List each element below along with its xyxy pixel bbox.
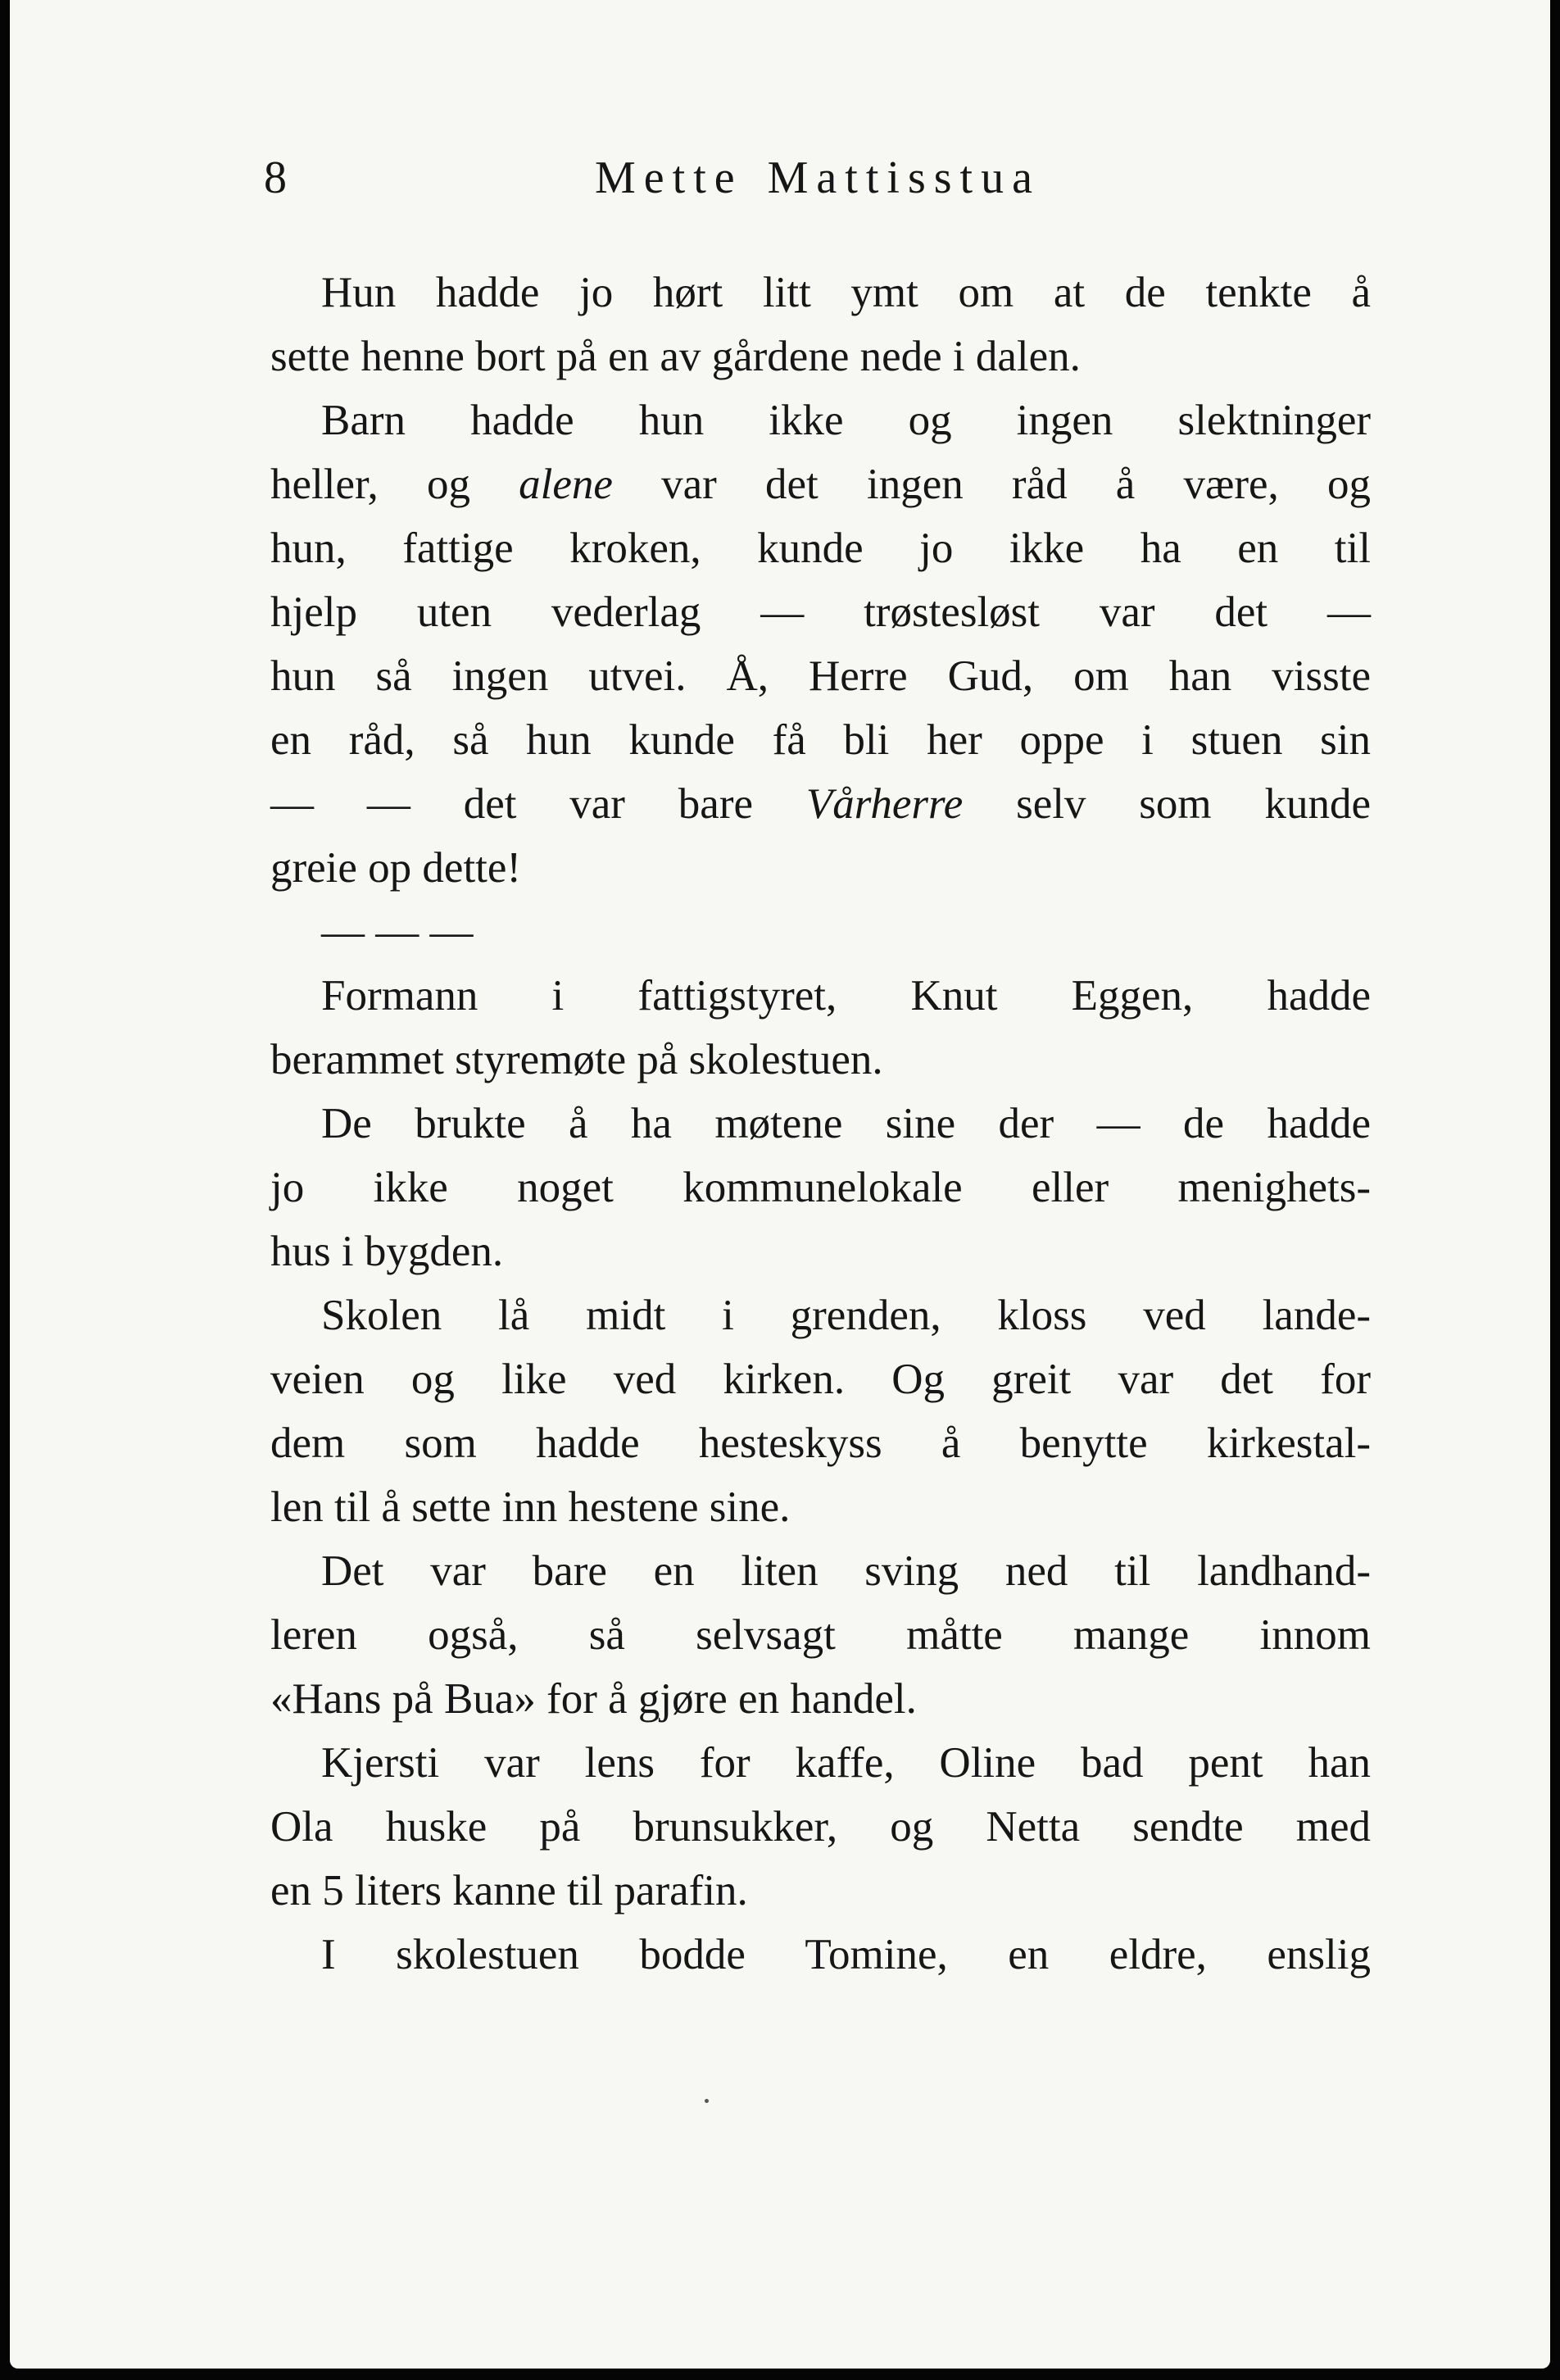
text-line: Skolen lå midt i grenden, kloss ved lande- [321, 1292, 1371, 1339]
text-line: hun, fattige kroken, kunde jo ikke ha en til [270, 525, 1371, 572]
text-line: len til å sette inn hestene sine. [270, 1483, 791, 1531]
text-line: «Hans på Bua» for å gjøre en handel. [270, 1675, 917, 1723]
text-line: en råd, så hun kunde få bli her oppe i stuen sin [270, 716, 1371, 764]
italic-word: Vårherre [805, 780, 964, 828]
text-fragment: selv som kunde [963, 780, 1371, 828]
text-line: jo ikke noget kommunelokale eller menighets- [270, 1164, 1371, 1211]
text-fragment: var det ingen råd å være, og [612, 461, 1371, 508]
page-number: 8 [264, 152, 288, 203]
book-page [10, 0, 1550, 2369]
text-line: Hun hadde jo hørt litt ymt om at de tenkte å [321, 269, 1371, 316]
text-line: leren også, så selvsagt måtte mange innom [270, 1611, 1371, 1659]
text-line: I skolestuen bodde Tomine, en eldre, enslig [321, 1931, 1371, 1978]
text-line: Ola huske på brunsukker, og Netta sendte med [270, 1803, 1371, 1851]
text-line: Det var bare en liten sving ned til landhand- [321, 1547, 1371, 1595]
text-line: sette henne bort på en av gårdene nede i dalen. [270, 333, 1081, 380]
text-line: De brukte å ha møtene sine der — de hadde [321, 1100, 1371, 1147]
text-line [270, 772, 1371, 836]
text-line: hjelp uten vederlag — trøstesløst var det — [270, 588, 1371, 636]
running-title: Mette Mattisstua [595, 152, 1041, 203]
body-text [270, 261, 1371, 1987]
text-line: Kjersti var lens for kaffe, Oline bad pent han [321, 1739, 1371, 1787]
text-line: hus i bygden. [270, 1228, 504, 1275]
text-line: en 5 liters kanne til parafin. [270, 1867, 748, 1914]
text-line: dem som hadde hesteskyss å benytte kirkestal- [270, 1419, 1371, 1467]
text-line: veien og like ved kirken. Og greit var det for [270, 1356, 1371, 1403]
italic-word: alene [519, 461, 613, 508]
text-fragment: — — det var bare [270, 780, 806, 828]
page-header [10, 152, 1550, 217]
text-line [270, 452, 1371, 516]
text-line: Barn hadde hun ikke og ingen slektninger [321, 397, 1371, 444]
section-separator: — — — [321, 908, 474, 956]
text-line: hun så ingen utvei. Å, Herre Gud, om han visste [270, 652, 1371, 700]
text-line: Formann i fattigstyret, Knut Eggen, hadde [321, 972, 1371, 1020]
text-fragment: heller, og [270, 461, 519, 508]
text-line: greie op dette! [270, 844, 522, 892]
text-line: berammet styremøte på skolestuen. [270, 1036, 883, 1083]
paper-speck [705, 2099, 709, 2103]
